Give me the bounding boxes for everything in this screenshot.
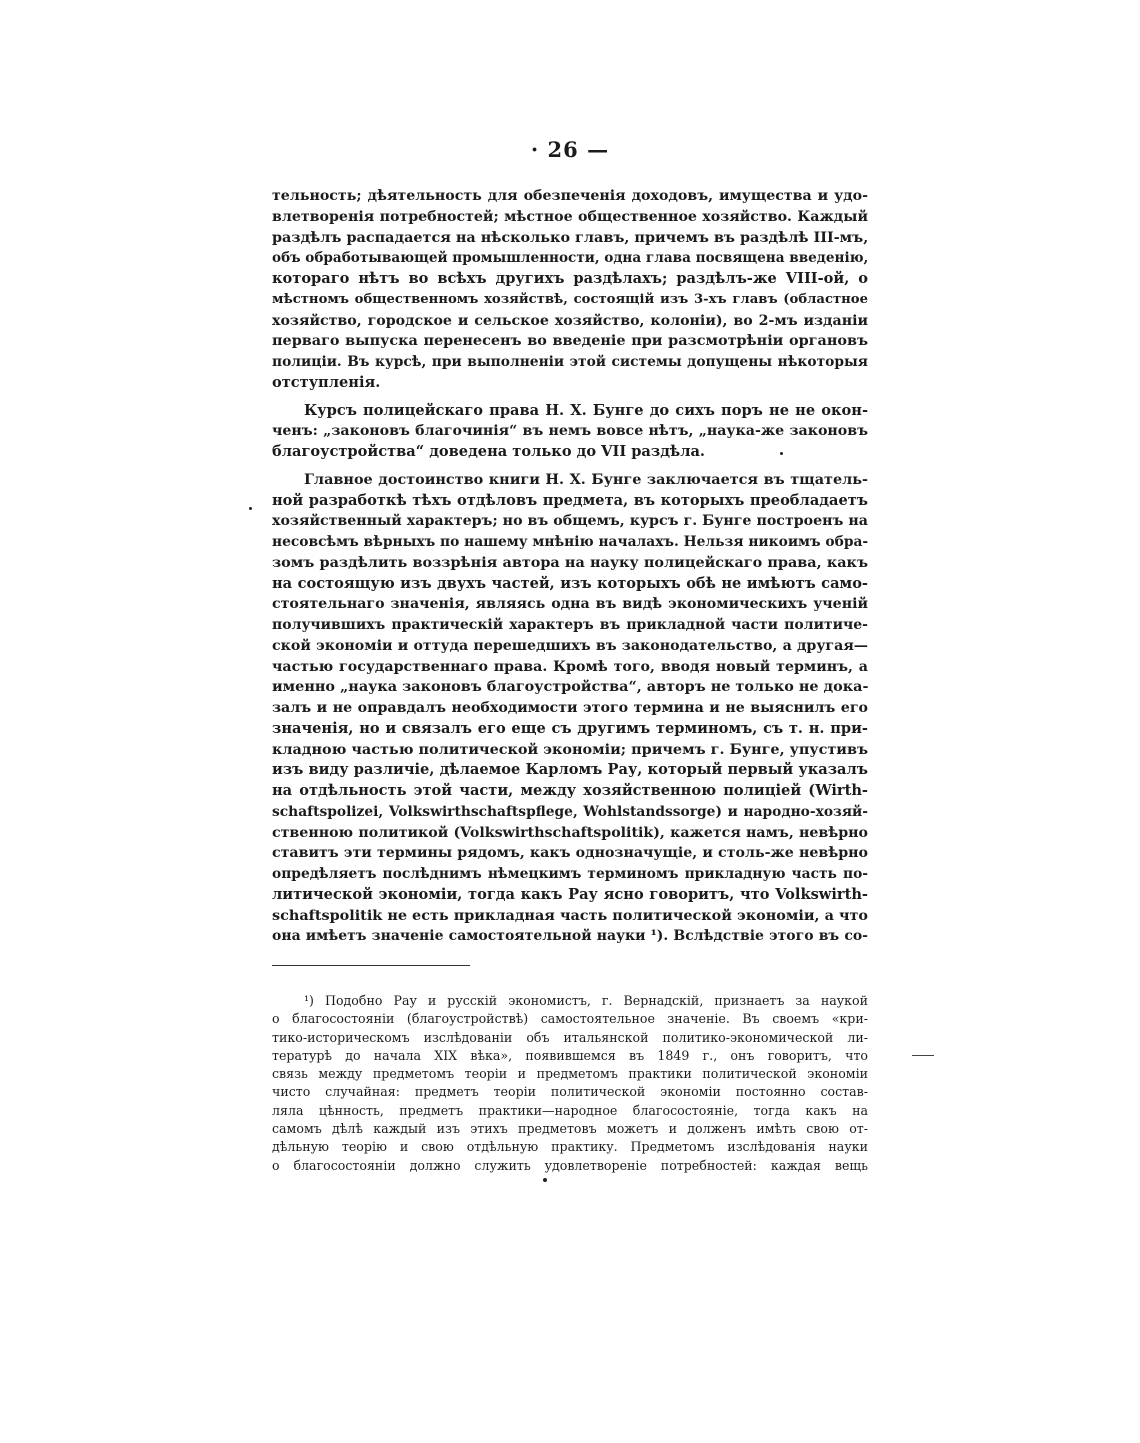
text-line: благоустройства“ доведена только до VII раздѣла. <box>272 443 706 460</box>
footnote-line: тературѣ до начала XIX вѣка», появившемся въ 1849 г., онъ говоритъ, что <box>272 1047 868 1063</box>
text-line: она имѣетъ значеніе самостоятельной науки ¹). Вслѣдствіе этого въ со- <box>272 928 868 945</box>
text-line: зомъ раздѣлить воззрѣнія автора на науку полицейскаго права, какъ <box>272 553 868 571</box>
text-line: schaftspolitik не есть прикладная часть политической экономіи, а что <box>272 906 868 924</box>
page-number: · 26 — <box>530 137 610 162</box>
text-line: Главное достоинство книги Н. Х. Бунге заключается въ тщатель- <box>304 470 868 488</box>
text-line: тельность; дѣятельность для обезпеченія доходовъ, имущества и удо- <box>272 188 868 204</box>
ink-dot <box>249 507 252 510</box>
footnote-line: самомъ дѣлѣ каждый изъ этихъ предметовъ можетъ и долженъ имѣть свою от- <box>272 1121 868 1137</box>
text-line: ской экономіи и оттуда перешедшихъ въ законодательство, а другая— <box>272 637 868 654</box>
text-line: опредѣляетъ послѣднимъ нѣмецкимъ терминомъ прикладную часть по- <box>272 866 868 882</box>
footnote-line: дѣльную теорію и свою отдѣльную практику. Предметомъ изслѣдованія науки <box>272 1139 868 1155</box>
footnote-separator <box>272 965 470 966</box>
text-line: котораго нѣтъ во всѣхъ другихъ раздѣлахъ; раздѣлъ-же VIII-ой, о <box>272 270 868 287</box>
footnote <box>272 992 868 1175</box>
paragraph <box>272 186 868 394</box>
text-line: хозяйство, городское и сельское хозяйство, колоніи), во 2-мъ изданіи <box>272 312 868 329</box>
paragraph <box>272 401 868 463</box>
ink-dot <box>543 1178 547 1182</box>
text-line: ченъ: „законовъ благочинія“ въ немъ вовсе нѣтъ, „наука-же законовъ <box>272 423 868 440</box>
text-line: отступленія. <box>272 373 381 391</box>
text-line: ной разработкѣ тѣхъ отдѣловъ предмета, въ которыхъ преобладаетъ <box>272 491 868 509</box>
ink-dot <box>780 452 783 455</box>
text-line: на отдѣльность этой части, между хозяйственною полиціей (Wirth- <box>272 782 868 799</box>
text-line: Курсъ полицейскаго права Н. Х. Бунге до сихъ поръ не не окон- <box>304 401 868 419</box>
text-line: раздѣлъ распадается на нѣсколько главъ, причемъ въ раздѣлѣ III-мъ, <box>272 228 869 246</box>
text-line: кладною частью политической экономіи; причемъ г. Бунге, упустивъ <box>272 740 868 758</box>
text-line: schaftspolizei, Volkswirthschaftspflege, Wohlstandssorge) и народно-хозяй- <box>272 803 868 820</box>
paragraph <box>272 470 868 947</box>
text-line: ставитъ эти термины рядомъ, какъ однозначущіе, и столь-же невѣрно <box>272 845 868 862</box>
text-line: получившихъ практическій характеръ въ прикладной части политиче- <box>272 617 868 633</box>
footnote-line: ляла цѣнность, предметъ практики—народное благосостояніе, тогда какъ на <box>272 1102 868 1118</box>
text-line: несовсѣмъ вѣрныхъ по нашему мнѣнію началахъ. Нельзя никоимъ обра- <box>272 534 869 550</box>
text-line: именно „наука законовъ благоустройства“, авторъ не только не дока- <box>272 678 869 696</box>
text-line: изъ виду различіе, дѣлаемое Карломъ Рау, который первый указалъ <box>272 761 868 779</box>
text-line: литической экономіи, тогда какъ Рау ясно говоритъ, что Volkswirth- <box>272 885 868 903</box>
text-line: полиціи. Въ курсѣ, при выполненіи этой системы допущены нѣкоторыя <box>272 354 868 370</box>
main-text <box>272 186 868 947</box>
footnote-line: ¹) Подобно Рау и русскій экономистъ, г. Вернадскій, признаетъ за наукой <box>304 993 868 1008</box>
text-line: ственною политикой (Volkswirthschaftspolitik), кажется намъ, невѣрно <box>272 824 868 841</box>
footnote-line: о благосостояніи (благоустройствѣ) самостоятельное значеніе. Въ своемъ «кри- <box>272 1011 868 1027</box>
text-line: стоятельнаго значенія, являясь одна въ видѣ экономическихъ ученій <box>272 596 868 613</box>
text-line: влетворенія потребностей; мѣстное общественное хозяйство. Каждый <box>272 208 868 225</box>
text-line: на состоящую изъ двухъ частей, изъ которыхъ обѣ не имѣютъ само- <box>272 574 868 592</box>
footnote-line: чисто случайная: предметъ теоріи политической экономіи постоянно состав- <box>272 1084 868 1100</box>
text-line: хозяйственный характеръ; но въ общемъ, курсъ г. Бунге построенъ на <box>272 513 868 530</box>
margin-mark <box>912 1055 934 1056</box>
text-line: значенія, но и связалъ его еще съ другимъ терминомъ, съ т. н. при- <box>272 719 868 737</box>
text-line: перваго выпуска перенесенъ во введеніе при разсмотрѣніи органовъ <box>272 332 868 350</box>
text-line: объ обработывающей промышленности, одна глава посвящена введенію, <box>272 250 869 267</box>
footnote-line: о благосостояніи должно служить удовлетвореніе потребностей: каждая вещь <box>272 1157 868 1173</box>
text-line: частью государственнаго права. Кромѣ того, вводя новый терминъ, а <box>272 658 868 675</box>
footnote-line: связь между предметомъ теоріи и предметомъ практики политической экономіи <box>272 1066 868 1082</box>
footnote-line: тико-историческомъ изслѣдованіи объ итальянской политико-экономической ли- <box>272 1029 868 1045</box>
text-line: мѣстномъ общественномъ хозяйствѣ, состоящій изъ 3-хъ главъ (областное <box>272 291 868 307</box>
text-line: залъ и не оправдалъ необходимости этого термина и не выяснилъ его <box>272 700 868 716</box>
